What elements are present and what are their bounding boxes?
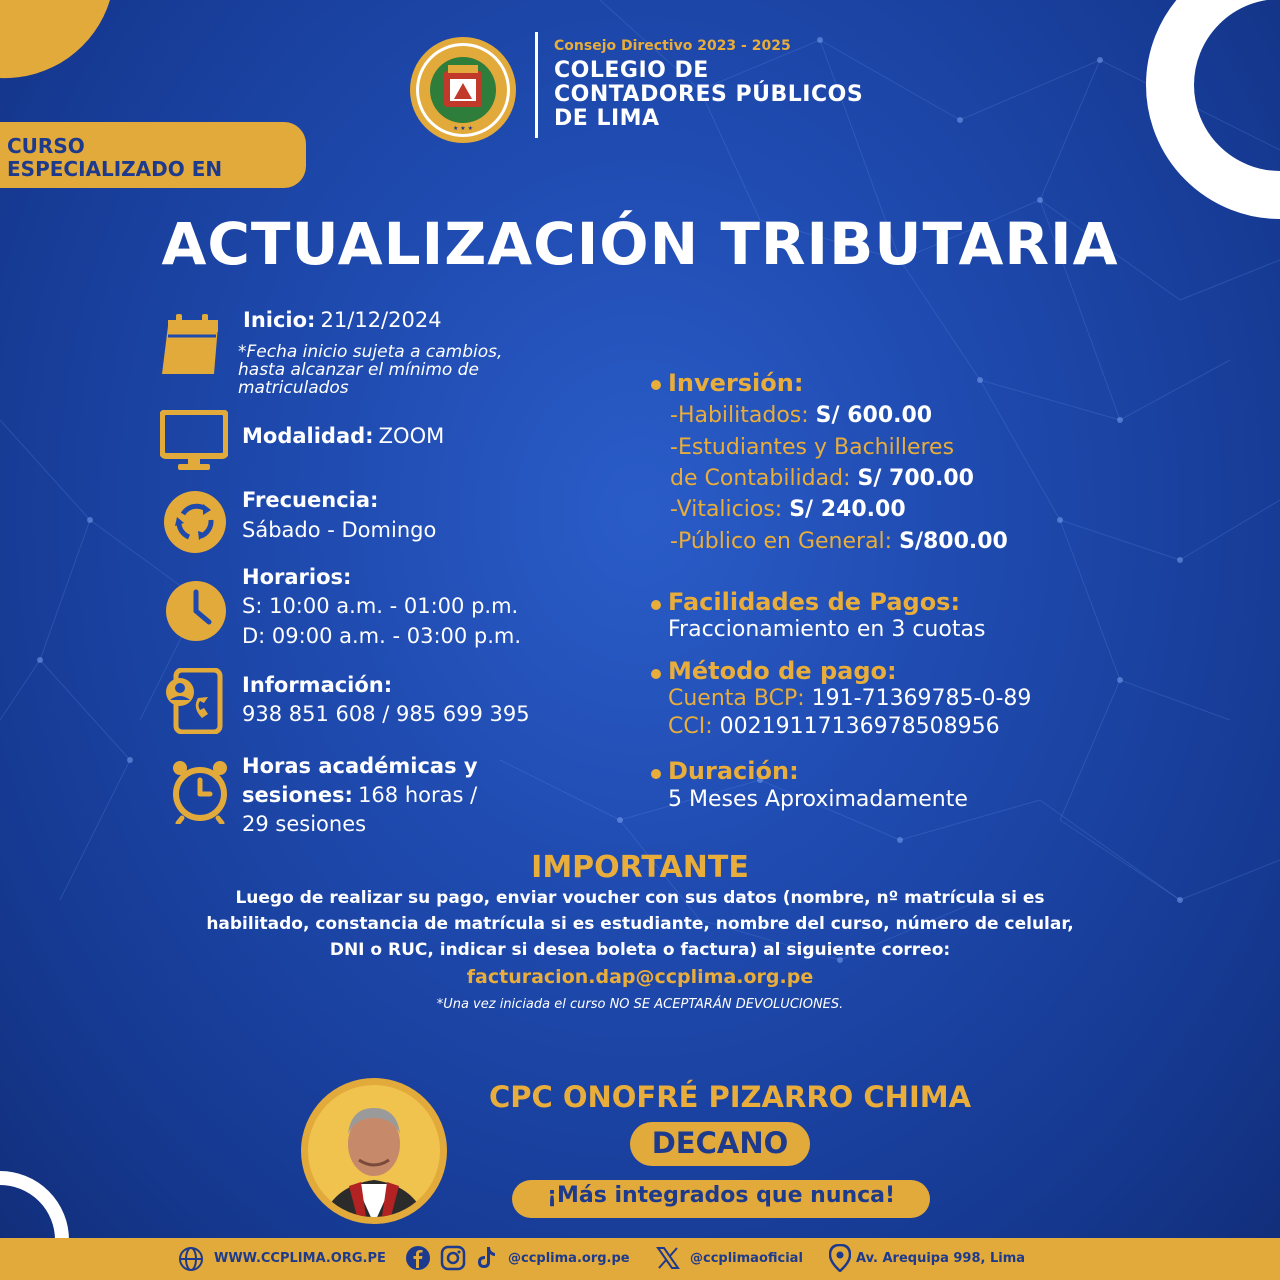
header-divider xyxy=(535,32,538,138)
sessions-value: 29 sesiones xyxy=(242,812,367,836)
org-name-line2: CONTADORES PÚBLICOS xyxy=(554,82,864,107)
duration-heading: Duración: xyxy=(668,757,799,785)
slogan-text: ¡Más integrados que nunca! xyxy=(546,1183,896,1208)
instagram-icon[interactable] xyxy=(440,1245,466,1271)
hours-row xyxy=(242,783,477,807)
habilitados-label: -Habilitados: xyxy=(670,403,809,428)
monitor-icon xyxy=(160,410,228,472)
bcp-value: 191-71369785-0-89 xyxy=(811,686,1032,711)
vitalicios-label: -Vitalicios: xyxy=(670,497,783,522)
start-note-line1: *Fecha inicio sujeta a cambios, xyxy=(238,342,503,362)
price-publico xyxy=(670,529,1008,554)
payment-method-heading: Método de pago: xyxy=(668,657,897,685)
refund-footnote: *Una vez iniciada el curso NO SE ACEPTARÁN DEVOLUCIONES. xyxy=(436,997,844,1012)
cci-row xyxy=(668,714,1000,739)
hours-label-line1: Horas académicas y xyxy=(242,754,478,778)
start-note-line3: matriculados xyxy=(238,378,349,398)
duration-value: 5 Meses Aproximadamente xyxy=(668,787,968,812)
start-date-row xyxy=(243,308,442,332)
course-tag-line2: ESPECIALIZADO EN xyxy=(7,157,223,181)
location-pin-icon xyxy=(829,1244,851,1272)
globe-icon xyxy=(178,1246,204,1272)
dean-name: CPC ONOFRÉ PIZARRO CHIMA xyxy=(488,1080,972,1114)
info-label: Información: xyxy=(242,673,393,697)
investment-heading: Inversión: xyxy=(668,369,804,397)
footer-x-handle[interactable]: @ccplimaoficial xyxy=(690,1251,803,1266)
facilities-value: Fraccionamiento en 3 cuotas xyxy=(668,617,986,642)
price-vitalicios xyxy=(670,497,906,522)
tiktok-icon[interactable] xyxy=(474,1245,498,1271)
bcp-label: Cuenta BCP: xyxy=(668,686,805,711)
footer-address: Av. Arequipa 998, Lima xyxy=(856,1251,1026,1266)
bullet-duration xyxy=(651,769,661,779)
estudiantes-label-line1: -Estudiantes y Bachilleres xyxy=(670,435,955,460)
frequency-value: Sábado - Domingo xyxy=(242,518,437,542)
schedule-saturday: S: 10:00 a.m. - 01:00 p.m. xyxy=(242,594,519,618)
cci-value: 00219117136978508956 xyxy=(719,714,1000,739)
facebook-icon[interactable] xyxy=(405,1245,431,1271)
modality-row xyxy=(242,424,444,448)
alarm-clock-icon xyxy=(168,758,232,824)
schedule-label: Horarios: xyxy=(242,565,352,589)
important-heading: IMPORTANTE xyxy=(531,850,749,885)
clock-icon xyxy=(165,580,227,642)
org-name-line3: DE LIMA xyxy=(554,106,660,131)
estudiantes-price: S/ 700.00 xyxy=(857,466,974,491)
frequency-label: Frecuencia: xyxy=(242,488,379,512)
modality-label: Modalidad: xyxy=(242,424,374,448)
course-title: ACTUALIZACIÓN TRIBUTARIA xyxy=(161,210,1119,278)
cci-label: CCI: xyxy=(668,714,713,739)
price-habilitados xyxy=(670,403,932,428)
phone-contact-icon xyxy=(162,668,228,734)
publico-label: -Público en General: xyxy=(670,529,893,554)
x-twitter-icon[interactable] xyxy=(656,1246,680,1270)
start-note-line2: hasta alcanzar el mínimo de xyxy=(238,360,479,380)
ccpl-seal-logo xyxy=(408,35,518,145)
course-tag xyxy=(0,122,306,188)
bcp-account-row xyxy=(668,686,1031,711)
billing-email[interactable]: facturacion.dap@ccplima.org.pe xyxy=(466,966,814,988)
dean-role: DECANO xyxy=(651,1126,789,1160)
dean-portrait xyxy=(301,1078,447,1224)
org-name-line1: COLEGIO DE xyxy=(554,58,709,83)
price-estudiantes xyxy=(670,466,974,491)
footer-website[interactable]: WWW.CCPLIMA.ORG.PE xyxy=(214,1251,386,1266)
council-period: Consejo Directivo 2023 - 2025 xyxy=(554,38,791,54)
important-line1: Luego de realizar su pago, enviar voucher con sus datos (nombre, nº matrícula si es xyxy=(235,888,1045,908)
svg-text:★ ★ ★: ★ ★ ★ xyxy=(453,125,473,132)
start-value: 21/12/2024 xyxy=(320,308,442,332)
schedule-sunday: D: 09:00 a.m. - 03:00 p.m. xyxy=(242,624,522,648)
recycle-frequency-icon xyxy=(163,490,227,554)
calendar-icon xyxy=(158,312,224,378)
hours-value: 168 horas / xyxy=(358,783,478,807)
footer-social-handle[interactable]: @ccplima.org.pe xyxy=(508,1251,630,1266)
bullet-investment xyxy=(651,380,661,390)
important-line3: DNI o RUC, indicar si desea boleta o factura) al siguiente correo: xyxy=(329,940,951,960)
bullet-facilities xyxy=(651,600,661,610)
start-label: Inicio: xyxy=(243,308,316,332)
modality-value: ZOOM xyxy=(378,424,445,448)
hours-label-line2: sesiones: xyxy=(242,783,353,807)
info-phones: 938 851 608 / 985 699 395 xyxy=(242,702,530,726)
publico-price: S/800.00 xyxy=(899,529,1008,554)
course-tag-line1: CURSO xyxy=(7,134,85,158)
facilities-heading: Facilidades de Pagos: xyxy=(668,588,961,616)
vitalicios-price: S/ 240.00 xyxy=(789,497,906,522)
habilitados-price: S/ 600.00 xyxy=(815,403,933,428)
bullet-payment-method xyxy=(651,669,661,679)
important-line2: habilitado, constancia de matrícula si es estudiante, nombre del curso, número de celular, xyxy=(206,914,1074,934)
estudiantes-label-line2: de Contabilidad: xyxy=(670,466,851,491)
